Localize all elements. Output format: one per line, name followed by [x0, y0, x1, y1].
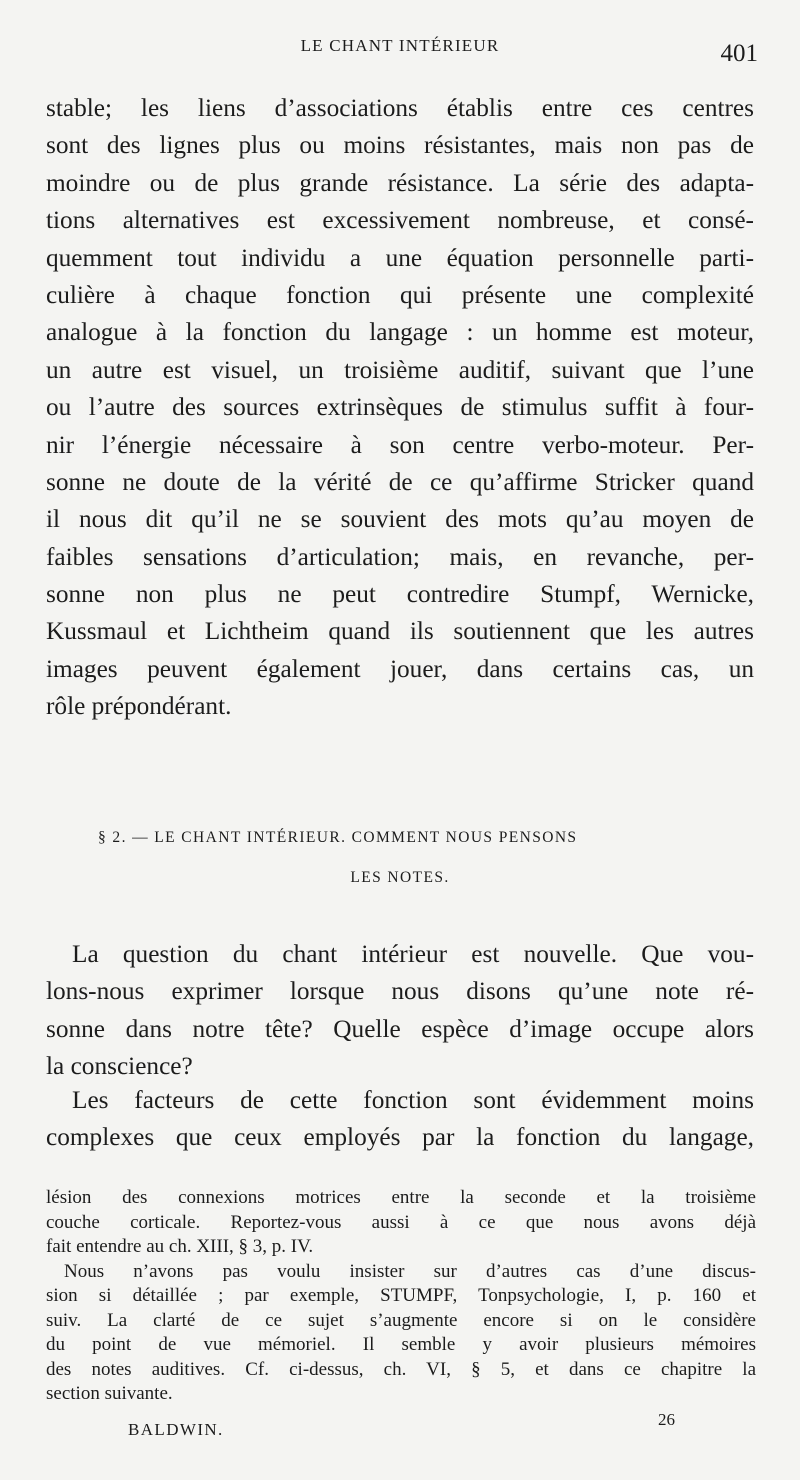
footnote-line: section suivante. — [46, 1383, 173, 1404]
text-line: lons-nous exprimer lorsque nous disons qu’une note ré- — [46, 977, 754, 1006]
section-heading-line: § 2. — LE CHANT INTÉRIEUR. COMMENT NOUS PENSONS — [98, 829, 578, 846]
sheet-number: 26 — [658, 1410, 675, 1429]
text-line: sonne dans notre tête? Quelle espèce d’image occupe alors — [46, 1014, 754, 1043]
text-line: moindre ou de plus grande résistance. La série des adapta- — [46, 168, 754, 197]
text-line: un autre est visuel, un troisième auditif, suivant que l’une — [46, 355, 754, 384]
text-line: faibles sensations d’articulation; mais, en revanche, per- — [46, 542, 754, 571]
text-line: analogue à la fonction du langage : un homme est moteur, — [46, 318, 754, 347]
text-line: sonne non plus ne peut contredire Stumpf, Wernicke, — [46, 580, 754, 609]
page-number: 401 — [720, 40, 758, 67]
footnote-line: lésion des connexions motrices entre la seconde et la troisième — [46, 1187, 756, 1208]
text-line: Kussmaul et Lichtheim quand ils soutiennent que les autres — [46, 617, 754, 646]
text-line: culière à chaque fonction qui présente une complexité — [46, 280, 754, 309]
text-line: quemment tout individu a une équation personnelle parti- — [46, 243, 754, 272]
section-heading-line: LES NOTES. — [350, 869, 450, 886]
footnotes — [46, 1186, 756, 1407]
text-line: ou l’autre des sources extrinsèques de stimulus suffit à four- — [46, 393, 754, 422]
section-heading — [46, 818, 754, 898]
paragraph-2 — [46, 936, 754, 1086]
text-line: la conscience? — [46, 1052, 193, 1081]
text-line: sonne ne doute de la vérité de ce qu’affirme Stricker quand — [46, 467, 754, 496]
footnote-line: du point de vue mémoriel. Il semble y avoir plusieurs mémoires — [46, 1334, 756, 1355]
text-line: il nous dit qu’il ne se souvient des mots qu’au moyen de — [46, 505, 754, 534]
text-line: tions alternatives est excessivement nombreuse, et consé- — [46, 206, 754, 235]
signature-mark: BALDWIN. — [128, 1420, 224, 1439]
text-line: complexes que ceux employés par la fonction du langage, — [46, 1123, 754, 1152]
text-line: stable; les liens d’associations établis entre ces centres — [46, 94, 754, 122]
footnote-line: suiv. La clarté de ce sujet s’augmente encore si on le considère — [46, 1309, 756, 1331]
paragraph-1 — [46, 90, 754, 726]
running-head — [0, 36, 800, 66]
text-line: nir l’énergie nécessaire à son centre verbo-moteur. Per- — [46, 430, 754, 459]
footnote-line: couche corticale. Reportez-vous aussi à ce que nous avons déjà — [46, 1211, 756, 1233]
footnote-line: des notes auditives. Cf. ci-dessus, ch. VI, § 5, et dans ce chapitre la — [46, 1358, 756, 1380]
text-line: images peuvent également jouer, dans certains cas, un — [46, 654, 754, 683]
footnote-line: Nous n’avons pas voulu insister sur d’autres cas d’une discus- — [64, 1260, 756, 1282]
text-line: sont des lignes plus ou moins résistantes, mais non pas de — [46, 131, 754, 160]
footnote-line: fait entendre au ch. XIII, § 3, p. IV. — [46, 1236, 314, 1257]
paragraph-3 — [46, 1082, 754, 1157]
running-title: LE CHANT INTÉRIEUR — [300, 36, 500, 55]
text-line: Les facteurs de cette fonction sont évidemment moins — [72, 1086, 754, 1114]
footnote-line: sion si détaillée ; par exemple, STUMPF, Tonpsychologie, I, p. 160 et — [46, 1285, 756, 1306]
text-line: rôle prépondérant. — [46, 692, 232, 721]
text-line: La question du chant intérieur est nouvelle. Que vou- — [72, 940, 754, 968]
